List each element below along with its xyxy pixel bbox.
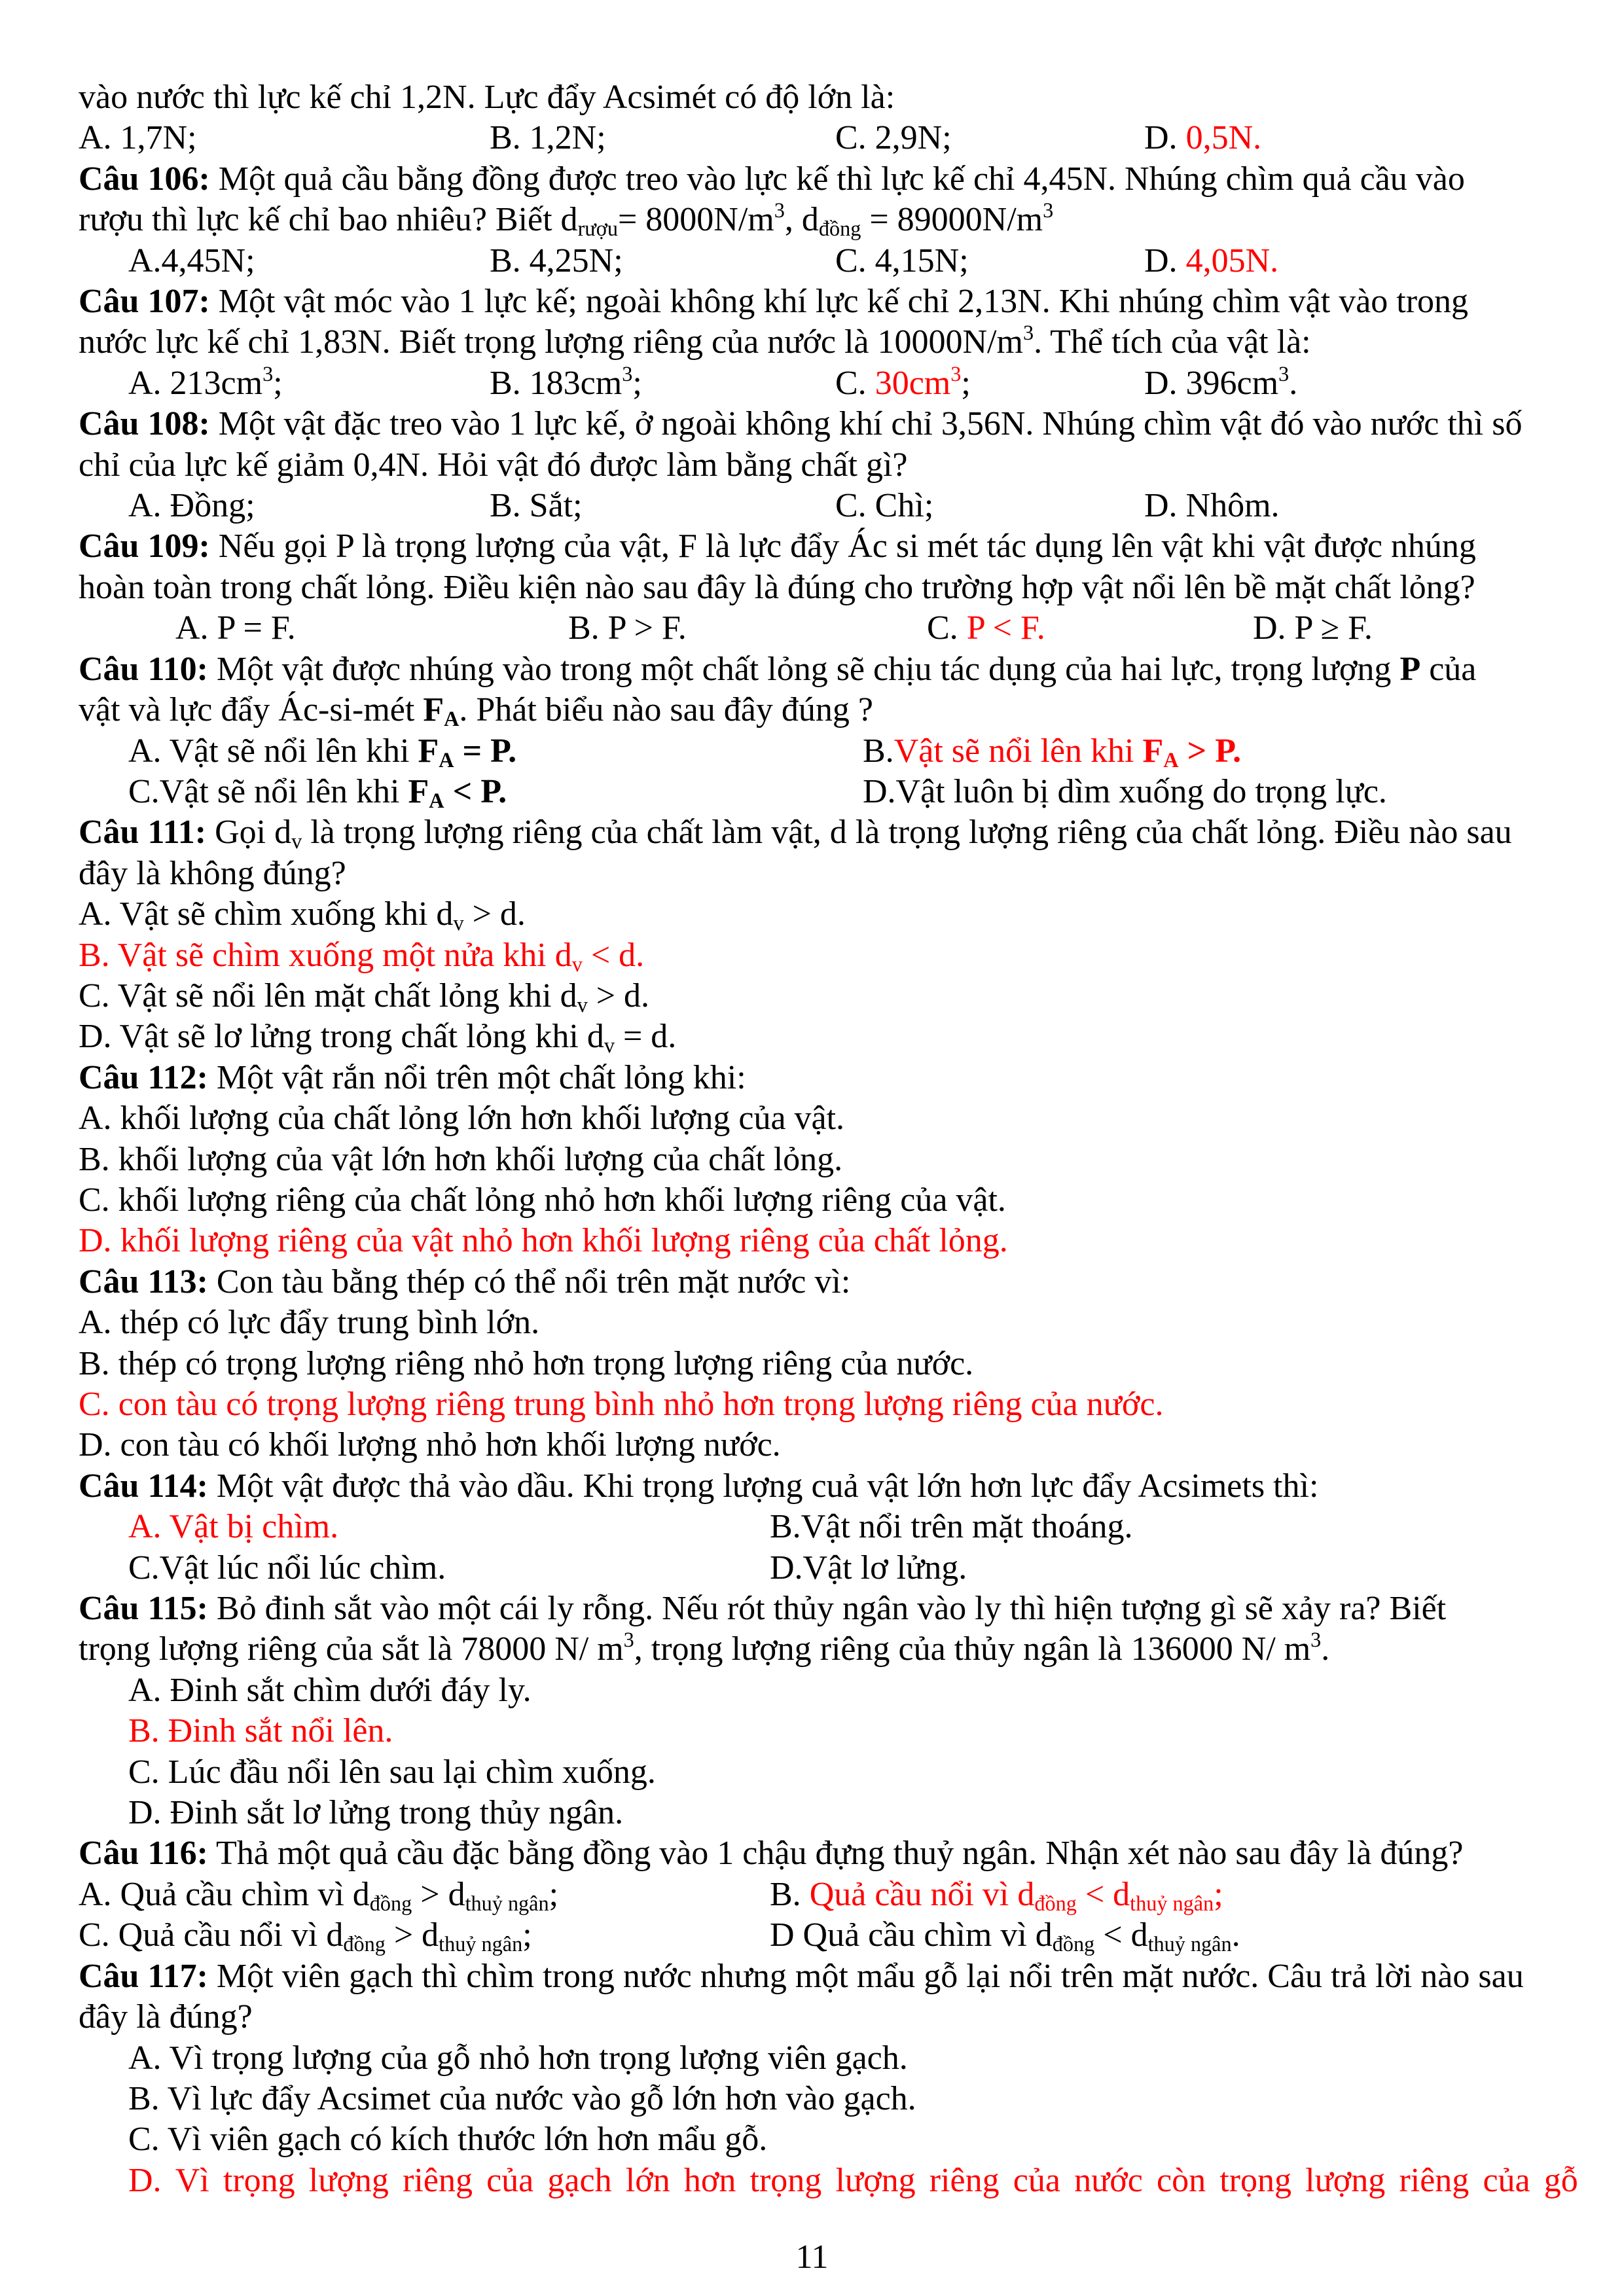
q117-option-d bbox=[79, 2161, 1578, 2201]
q116-options-row2 bbox=[79, 1915, 1578, 1956]
q111-option-c: C. Vật sẽ nổi lên mặt chất lỏng khi $d_v > d$. bbox=[79, 977, 650, 1016]
q111-stem: Câu 111: Gọi $d_v$ là trọng lượng riêng của chất làm vật, d là trọng lượng riêng của chất lỏng. Điều nào sau bbox=[79, 814, 1512, 853]
q105-option-d: D. 0,5N. bbox=[1144, 119, 1262, 157]
q106-stem-line2: rượu thì lực kế chỉ bao nhiêu? Biết $d_{rượu}= 8000N/m^3$, $d_{đồng} = 89000N/m^3$ bbox=[79, 198, 1054, 241]
q106-option-a: A.4,45N; bbox=[128, 242, 255, 279]
q112-stem: Câu 112: Một vật rắn nổi trên một chất lỏng khi: bbox=[79, 1058, 746, 1096]
q117-option-d-word: lớn bbox=[625, 2161, 670, 2199]
q115-stem: Câu 115: Bỏ đinh sắt vào một cái ly rỗng. Nếu rót thủy ngân vào ly thì hiện tượng gì sẽ xảy ra? Biết bbox=[79, 1590, 1447, 1628]
q107-stem-line2: nước lực kế chỉ 1,83N. Biết trọng lượng riêng của nước là $10000N/m^3$. Thể tích của vật là: bbox=[79, 321, 1311, 361]
q113-option-d: D. con tàu có khối lượng nhỏ hơn khối lượng nước. bbox=[79, 1426, 781, 1464]
q114-options-row1 bbox=[79, 1507, 1578, 1547]
q115-label: Câu 115: bbox=[79, 1590, 208, 1628]
q110-label: Câu 110: bbox=[79, 650, 208, 688]
q109-answer: P < F. bbox=[966, 609, 1045, 647]
q117-label: Câu 117: bbox=[79, 1957, 208, 1995]
q115-option-d: D. Đinh sắt lơ lửng trong thủy ngân. bbox=[128, 1794, 624, 1832]
q117-option-d-word: trọng bbox=[1219, 2161, 1291, 2199]
q113-stem: Câu 113: Con tàu bằng thép có thể nổi trên mặt nước vì: bbox=[79, 1263, 851, 1300]
q114-options-row2 bbox=[79, 1548, 1578, 1588]
q117-option-d-word: trọng bbox=[749, 2161, 822, 2199]
q111-option-b: B. Vật sẽ chìm xuống một nửa khi $d_v < d$. bbox=[79, 936, 645, 976]
q113-option-a: A. thép có lực đẩy trung bình lớn. bbox=[79, 1304, 540, 1342]
q117-option-d-word: riêng bbox=[1399, 2161, 1470, 2199]
q108-option-c: C. Chì; bbox=[835, 487, 934, 525]
q113-option-b: B. thép có trọng lượng riêng nhỏ hơn trọng lượng riêng của nước. bbox=[79, 1344, 974, 1382]
q115-stem-line2: trọng lượng riêng của sắt là 78000 N/ $m^3$, trọng lượng riêng của thủy ngân là 136000 N/ $m^3$. bbox=[79, 1628, 1330, 1668]
q116-option-c: C. Quả cầu nổi vì $d_{đồng} > d_{thuỷ ngân}$; bbox=[79, 1916, 532, 1956]
q117-option-d-word: nước bbox=[1074, 2161, 1143, 2199]
q112-label: Câu 112: bbox=[79, 1058, 208, 1096]
q105-option-c: C. 2,9N; bbox=[835, 119, 952, 157]
q110-stem-line2: vật và lực đẩy Ác-si-mét $F_A$. Phát biểu nào sau đây đúng ? bbox=[79, 691, 873, 731]
q106-answer: 4,05N. bbox=[1185, 242, 1279, 279]
q106-option-c: C. 4,15N; bbox=[835, 242, 969, 279]
q109-option-a: A. P = F. bbox=[175, 609, 296, 647]
q110-option-c: C.Vật sẽ nổi lên khi $F_A < P$. bbox=[128, 772, 507, 812]
q114-option-a: A. Vật bị chìm. bbox=[128, 1508, 339, 1546]
q116-options-row1 bbox=[79, 1874, 1578, 1915]
q116-option-a: A. Quả cầu chìm vì $d_{đồng} > d_{thuỷ ngân}$; bbox=[79, 1875, 559, 1915]
q116-option-d: D Quả cầu chìm vì $d_{đồng} < d_{thuỷ ngân}$. bbox=[770, 1916, 1240, 1956]
q110-answer: Vật sẽ nổi lên khi $F_A > P$. bbox=[893, 732, 1242, 772]
q115-option-c: C. Lúc đầu nổi lên sau lại chìm xuống. bbox=[128, 1753, 656, 1791]
q117-option-d-word: gạch bbox=[547, 2161, 612, 2199]
q111-option-a: A. Vật sẽ chìm xuống khi $d_v > d$. bbox=[79, 895, 526, 935]
q112-option-b: B. khối lượng của vật lớn hơn khối lượng của chất lỏng. bbox=[79, 1140, 843, 1178]
q117-option-d-word: gỗ bbox=[1543, 2161, 1578, 2199]
page-number: 11 bbox=[795, 2238, 829, 2276]
q112-answer: khối lượng riêng của vật nhỏ hơn khối lượng riêng của chất lỏng. bbox=[120, 1222, 1008, 1260]
q114-option-c: C.Vật lúc nổi lúc chìm. bbox=[128, 1549, 446, 1587]
q106-options bbox=[79, 241, 1578, 281]
q115-option-b: B. Đinh sắt nổi lên. bbox=[128, 1712, 393, 1750]
q108-stem-line2: chỉ của lực kế giảm 0,4N. Hỏi vật đó được làm bằng chất gì? bbox=[79, 446, 908, 484]
q107-option-c: C. $30cm^3$; bbox=[835, 361, 971, 402]
q111-answer: Vật sẽ chìm xuống một nửa khi $d_v < d$. bbox=[117, 936, 645, 976]
q117-option-d-word: lượng bbox=[308, 2161, 389, 2199]
q109-option-c: C. P < F. bbox=[927, 609, 1045, 647]
q109-options bbox=[79, 608, 1578, 649]
q117-option-d-word: trọng bbox=[223, 2161, 295, 2199]
q117-option-d-word: lượng bbox=[835, 2161, 916, 2199]
q117-option-d-word: của bbox=[1483, 2161, 1530, 2199]
q113-option-c: C. con tàu có trọng lượng riêng trung bình nhỏ hơn trọng lượng riêng của nước. bbox=[79, 1386, 1164, 1423]
q105-options bbox=[79, 118, 1578, 158]
q110-stem: Câu 110: Một vật được nhúng vào trong một chất lỏng sẽ chịu tác dụng của hai lực, trọng lượng P của bbox=[79, 650, 1477, 688]
q117-stem-line2: đây là đúng? bbox=[79, 1998, 253, 2036]
q117-option-d-word: của bbox=[486, 2161, 534, 2199]
q117-option-c: C. Vì viên gạch có kích thước lớn hơn mẩu gỗ. bbox=[128, 2121, 768, 2159]
q116-stem: Câu 116: Thả một quả cầu đặc bằng đồng vào 1 chậu đựng thuỷ ngân. Nhận xét nào sau đây là đúng? bbox=[79, 1835, 1464, 1873]
q117-option-d-word: lượng bbox=[1305, 2161, 1386, 2199]
q113-label: Câu 113: bbox=[79, 1263, 208, 1300]
q111-option-d: D. Vật sẽ lơ lửng trong chất lỏng khi $d_v = d$. bbox=[79, 1018, 677, 1058]
q110-option-b: B.Vật sẽ nổi lên khi $F_A > P$. bbox=[863, 732, 1242, 772]
q106-label: Câu 106: bbox=[79, 160, 210, 198]
q105-answer: 0,5N. bbox=[1185, 119, 1262, 157]
q107-option-a: A. $213cm^3$; bbox=[128, 361, 283, 402]
q113-answer: con tàu có trọng lượng riêng trung bình nhỏ hơn trọng lượng riêng của nước. bbox=[118, 1386, 1164, 1423]
q117-option-d-word: riêng bbox=[929, 2161, 1000, 2199]
q117-option-a: A. Vì trọng lượng của gỗ nhỏ hơn trọng lượng viên gạch. bbox=[128, 2039, 908, 2077]
q116-option-b: B. Quả cầu nổi vì $d_{đồng} < d_{thuỷ ngân}$; bbox=[770, 1875, 1223, 1915]
q111-stem-line2: đây là không đúng? bbox=[79, 854, 346, 892]
q117-stem: Câu 117: Một viên gạch thì chìm trong nước nhưng một mẩu gỗ lại nổi trên mặt nước. Câu trả lời nào sau bbox=[79, 1957, 1524, 1995]
q107-label: Câu 107: bbox=[79, 283, 210, 321]
q114-stem: Câu 114: Một vật được thả vào dầu. Khi trọng lượng cuả vật lớn hơn lực đẩy Acsimets thì: bbox=[79, 1467, 1319, 1505]
q105-option-b: B. 1,2N; bbox=[490, 119, 606, 157]
q109-option-b: B. P > F. bbox=[568, 609, 687, 647]
q108-label: Câu 108: bbox=[79, 405, 210, 443]
q112-option-c: C. khối lượng riêng của chất lỏng nhỏ hơn khối lượng riêng của vật. bbox=[79, 1181, 1006, 1219]
q110-options-row1 bbox=[79, 731, 1578, 772]
q117-option-d-word: D. bbox=[128, 2161, 162, 2199]
q108-option-a: A. Đồng; bbox=[128, 487, 255, 525]
q107-option-d: D. $396cm^3$. bbox=[1144, 361, 1298, 402]
q115-option-a: A. Đinh sắt chìm dưới đáy ly. bbox=[128, 1671, 532, 1709]
q117-option-d-word: Vì bbox=[175, 2161, 209, 2199]
q110-options-row2 bbox=[79, 772, 1578, 812]
q114-label: Câu 114: bbox=[79, 1467, 208, 1505]
q107-answer: $30cm^3$ bbox=[875, 361, 962, 402]
q108-option-b: B. Sắt; bbox=[490, 487, 583, 525]
q109-stem-line2: hoàn toàn trong chất lỏng. Điều kiện nào sau đây là đúng cho trường hợp vật nổi lên bề mặt chất lỏng? bbox=[79, 568, 1475, 606]
q112-option-a: A. khối lượng của chất lỏng lớn hơn khối lượng của vật. bbox=[79, 1100, 845, 1138]
q106-option-d: D. 4,05N. bbox=[1144, 242, 1279, 279]
q112-option-d: D. khối lượng riêng của vật nhỏ hơn khối lượng riêng của chất lỏng. bbox=[79, 1222, 1008, 1260]
q105-option-a: A. 1,7N; bbox=[79, 119, 197, 157]
q108-stem: Câu 108: Một vật đặc treo vào 1 lực kế, ở ngoài không khí chỉ 3,56N. Nhúng chìm vật đó vào nước thì số bbox=[79, 405, 1523, 443]
q117-option-d-word: hơn bbox=[683, 2161, 736, 2199]
q109-option-d: D. P ≥ F. bbox=[1253, 609, 1373, 647]
q117-option-d-word: của bbox=[1013, 2161, 1060, 2199]
q107-stem: Câu 107: Một vật móc vào 1 lực kế; ngoài không khí lực kế chỉ 2,13N. Khi nhúng chìm vật vào trong bbox=[79, 283, 1469, 321]
q117-option-d-word: riêng bbox=[403, 2161, 473, 2199]
q116-answer: Quả cầu nổi vì $d_{đồng} < d_{thuỷ ngân}$; bbox=[809, 1875, 1223, 1915]
q111-label: Câu 111: bbox=[79, 814, 207, 852]
q108-options bbox=[79, 486, 1578, 526]
q114-option-b: B.Vật nổi trên mặt thoáng. bbox=[770, 1508, 1133, 1546]
q108-option-d: D. Nhôm. bbox=[1144, 487, 1280, 525]
q110-option-d: D.Vật luôn bị dìm xuống do trọng lực. bbox=[863, 772, 1387, 810]
q105-stem-tail: vào nước thì lực kế chỉ 1,2N. Lực đẩy Acsimét có độ lớn là: bbox=[79, 79, 895, 116]
q116-label: Câu 116: bbox=[79, 1835, 208, 1873]
q109-stem: Câu 109: Nếu gọi P là trọng lượng của vật, F là lực đẩy Ác si mét tác dụng lên vật khi vật được nhúng bbox=[79, 528, 1476, 565]
q109-label: Câu 109: bbox=[79, 528, 210, 565]
q110-option-a: A. Vật sẽ nổi lên khi $F_A = P$. bbox=[128, 732, 517, 772]
q117-option-b: B. Vì lực đẩy Acsimet của nước vào gỗ lớn hơn vào gạch. bbox=[128, 2079, 916, 2117]
q107-options bbox=[79, 363, 1578, 404]
q106-stem: Câu 106: Một quả cầu bằng đồng được treo vào lực kế thì lực kế chỉ 4,45N. Nhúng chìm quả cầu vào bbox=[79, 160, 1465, 198]
q117-option-d-word: còn bbox=[1156, 2161, 1206, 2199]
q107-option-b: B. $183cm^3$; bbox=[490, 361, 642, 402]
q106-option-b: B. 4,25N; bbox=[490, 242, 623, 279]
q114-option-d: D.Vật lơ lửng. bbox=[770, 1549, 967, 1587]
